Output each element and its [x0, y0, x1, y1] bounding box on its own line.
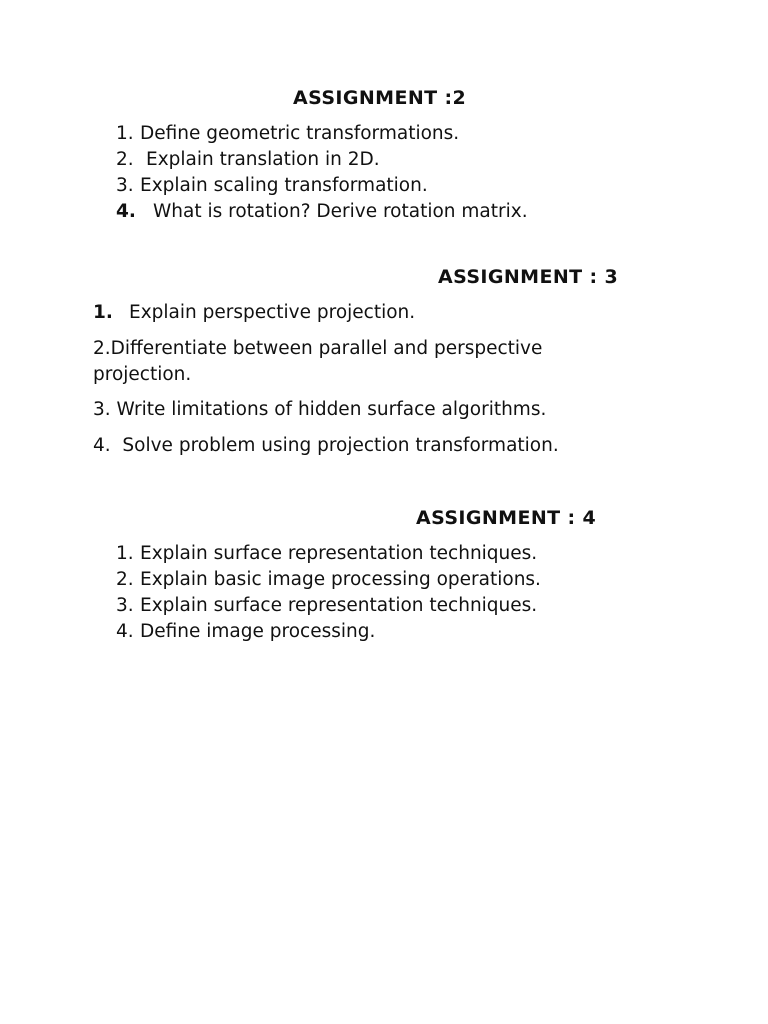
item-number: 2. [116, 569, 134, 590]
item-text: 3. Write limitations of hidden surface algorithms. [93, 399, 547, 420]
assignment-4-item-2 [116, 569, 541, 591]
item-number: 1. [116, 123, 134, 144]
item-text: Explain basic image processing operations. [140, 569, 541, 590]
item-text: Explain scaling transformation. [140, 175, 428, 196]
item-text: projection. [93, 364, 192, 385]
assignment-4-item-4 [116, 621, 375, 643]
assignment-4-item-3 [116, 595, 537, 617]
item-text: Explain translation in 2D. [146, 149, 380, 170]
item-number: 1. [116, 543, 134, 564]
assignment-3-heading: ASSIGNMENT : 3 [438, 266, 619, 288]
assignment-3-item-4 [93, 435, 559, 457]
assignment-3-item-1 [93, 302, 415, 324]
assignment-4-heading: ASSIGNMENT : 4 [416, 507, 597, 529]
item-text: 4. Solve problem using projection transformation. [93, 435, 559, 456]
item-number: 3. [116, 595, 134, 616]
item-text: 2.Differentiate between parallel and perspective [93, 338, 543, 359]
assignment-2-heading: ASSIGNMENT :2 [293, 87, 467, 109]
item-text: Define geometric transformations. [140, 123, 460, 144]
item-text: Explain surface representation techniques. [140, 595, 538, 616]
item-text: Explain surface representation techniques. [140, 543, 538, 564]
item-number: 4. [116, 621, 134, 642]
assignment-2-item-2 [116, 149, 380, 171]
item-number: 2. [116, 149, 134, 170]
item-text: Define image processing. [140, 621, 376, 642]
assignment-2-item-4 [116, 201, 528, 223]
assignment-4-item-1 [116, 543, 537, 565]
item-text: Explain perspective projection. [129, 302, 416, 323]
assignment-3-item-2-continued [93, 364, 191, 386]
item-number: 4. [116, 201, 136, 222]
item-number: 1. [93, 302, 113, 323]
assignment-2-item-1 [116, 123, 459, 145]
item-text: What is rotation? Derive rotation matrix. [153, 201, 528, 222]
assignment-3-item-3 [93, 399, 546, 421]
assignment-3-item-2 [93, 338, 542, 360]
assignment-2-item-3 [116, 175, 428, 197]
item-number: 3. [116, 175, 134, 196]
